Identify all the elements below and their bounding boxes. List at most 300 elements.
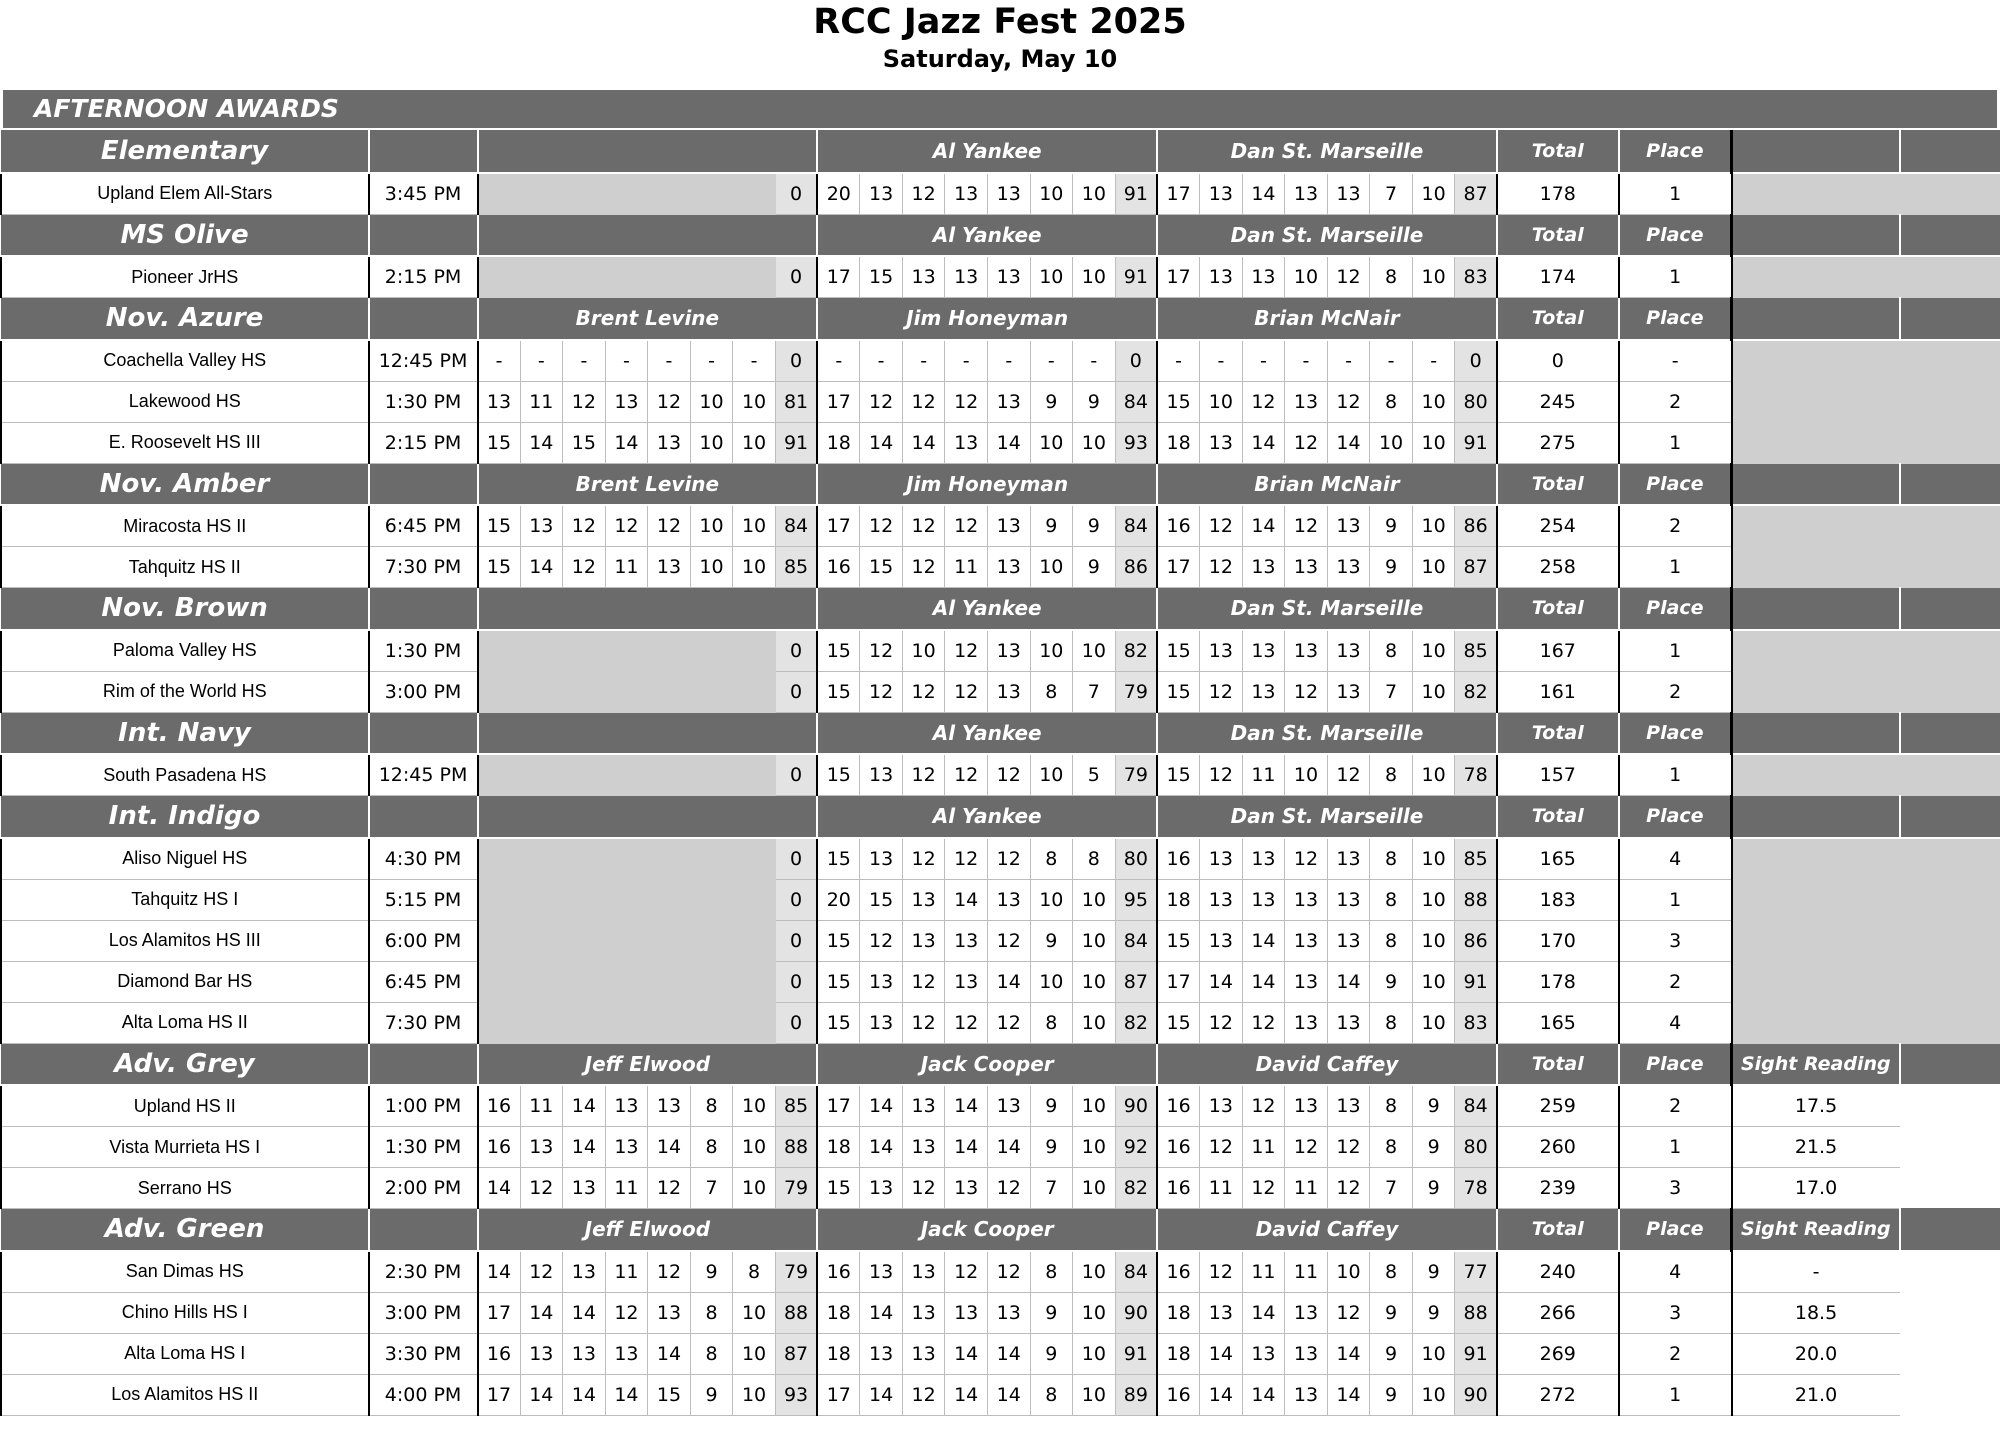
performance-time: 4:00 PM	[369, 1374, 478, 1415]
score-cell: 15	[648, 1374, 691, 1415]
score-cell: 13	[1242, 630, 1285, 672]
score-cell: 10	[1412, 381, 1455, 422]
judge-total: 0	[775, 879, 817, 920]
score-cell: 16	[1157, 1374, 1200, 1415]
score-cell: 7	[1030, 1168, 1073, 1209]
score-cell: 13	[987, 256, 1030, 298]
score-cell: 14	[987, 422, 1030, 463]
total-score: 254	[1497, 505, 1619, 547]
score-cell: 12	[1242, 1085, 1285, 1127]
score-cell: 13	[1200, 879, 1243, 920]
score-cell: -	[733, 340, 776, 382]
judge-total: 82	[1115, 630, 1157, 672]
judge-total: 0	[775, 340, 817, 382]
score-cell: 13	[1285, 173, 1328, 215]
score-cell: 10	[690, 422, 733, 463]
score-cell: 14	[1242, 961, 1285, 1002]
score-cell: 15	[478, 422, 521, 463]
place: 4	[1619, 1251, 1732, 1293]
school-name: Pioneer JrHS	[1, 256, 369, 298]
page-header	[0, 0, 2000, 74]
place: 2	[1619, 961, 1732, 1002]
score-cell: 13	[648, 1085, 691, 1127]
table-row	[1, 920, 2000, 961]
score-cell: 16	[817, 1251, 860, 1293]
sight-reading-blank	[1732, 961, 1900, 1002]
judge-total: 92	[1115, 1127, 1157, 1168]
score-cell: 15	[817, 1002, 860, 1043]
score-cell: 10	[1030, 256, 1073, 298]
place: 1	[1619, 630, 1732, 672]
score-cell: 10	[1073, 422, 1116, 463]
score-cell: 9	[1030, 505, 1073, 547]
score-cell: 13	[860, 1168, 903, 1209]
division-name: Int. Navy	[1, 712, 369, 754]
score-cell: 17	[1157, 256, 1200, 298]
score-cell: 12	[902, 754, 945, 796]
score-cell: 12	[520, 1251, 563, 1293]
judge-blank	[478, 961, 776, 1002]
sight-reading-score: 21.0	[1732, 1374, 1900, 1415]
judge-name	[478, 214, 818, 256]
score-cell: 14	[563, 1085, 606, 1127]
score-cell: 13	[945, 1168, 988, 1209]
sight-reading-blank	[1732, 754, 1900, 796]
score-cell: -	[605, 340, 648, 382]
score-cell: 15	[817, 671, 860, 712]
division-header-row	[1, 214, 2000, 256]
time-header	[369, 1209, 478, 1251]
score-cell: 8	[1370, 879, 1413, 920]
score-cell: 12	[1327, 1292, 1370, 1333]
sight-reading-blank	[1732, 1002, 1900, 1043]
judge-total: 91	[1115, 256, 1157, 298]
extra-header	[1900, 796, 2000, 838]
score-cell: 10	[1073, 1333, 1116, 1374]
judge-total: 85	[775, 547, 817, 588]
judge-total: 91	[1115, 1333, 1157, 1374]
judge-total: 0	[775, 961, 817, 1002]
score-cell: 12	[902, 547, 945, 588]
score-cell: 10	[1073, 1251, 1116, 1293]
division-header-row	[1, 131, 2000, 173]
score-cell: 10	[1073, 1127, 1116, 1168]
school-name: Los Alamitos HS II	[1, 1374, 369, 1415]
extra-header	[1900, 1209, 2000, 1251]
extra-cell	[1900, 1168, 2000, 1209]
score-cell: 9	[1412, 1292, 1455, 1333]
performance-time: 7:30 PM	[369, 1002, 478, 1043]
score-cell: 13	[860, 1333, 903, 1374]
place-header: Place	[1619, 1043, 1732, 1085]
judge-total: 93	[775, 1374, 817, 1415]
sight-reading-header-empty	[1732, 796, 1900, 838]
score-cell: 13	[860, 1251, 903, 1293]
score-cell: 17	[817, 505, 860, 547]
judge-total: 79	[1115, 671, 1157, 712]
table-row	[1, 1127, 2000, 1168]
score-cell: 9	[1030, 1333, 1073, 1374]
score-cell: 13	[1327, 1002, 1370, 1043]
sight-reading-score: 21.5	[1732, 1127, 1900, 1168]
judge-blank	[478, 256, 776, 298]
judge-total: 88	[775, 1292, 817, 1333]
total-score: 260	[1497, 1127, 1619, 1168]
score-cell: 10	[1073, 1085, 1116, 1127]
time-header	[369, 298, 478, 340]
score-cell: 10	[1073, 630, 1116, 672]
division-name: Nov. Amber	[1, 463, 369, 505]
score-cell: 14	[860, 422, 903, 463]
judge-total: 82	[1455, 671, 1497, 712]
score-cell: 12	[1242, 1002, 1285, 1043]
sight-reading-header-empty	[1732, 131, 1900, 173]
score-cell: 13	[605, 1127, 648, 1168]
score-cell: 12	[902, 1168, 945, 1209]
score-cell: 13	[1327, 879, 1370, 920]
school-name: Upland HS II	[1, 1085, 369, 1127]
score-cell: 15	[860, 256, 903, 298]
place: 1	[1619, 879, 1732, 920]
judge-total: 85	[775, 1085, 817, 1127]
score-cell: 12	[1285, 505, 1328, 547]
place: 1	[1619, 1374, 1732, 1415]
judge-total: 80	[1455, 381, 1497, 422]
judge-total: 86	[1455, 505, 1497, 547]
score-cell: 14	[1327, 961, 1370, 1002]
score-cell: 10	[733, 1292, 776, 1333]
score-cell: 14	[1242, 505, 1285, 547]
place: 1	[1619, 547, 1732, 588]
performance-time: 6:45 PM	[369, 505, 478, 547]
extra-header	[1900, 588, 2000, 630]
division-name: Int. Indigo	[1, 796, 369, 838]
place: 1	[1619, 754, 1732, 796]
score-cell: 9	[690, 1251, 733, 1293]
score-cell: 12	[860, 381, 903, 422]
judge-total: 87	[775, 1333, 817, 1374]
score-cell: 12	[945, 1251, 988, 1293]
performance-time: 12:45 PM	[369, 340, 478, 382]
table-row	[1, 1251, 2000, 1293]
score-cell: 13	[605, 1333, 648, 1374]
score-cell: 13	[1285, 1292, 1328, 1333]
score-cell: 13	[648, 547, 691, 588]
judge-total: 0	[775, 838, 817, 880]
time-header	[369, 463, 478, 505]
extra-cell	[1900, 1127, 2000, 1168]
score-cell: 13	[902, 1333, 945, 1374]
time-header	[369, 1043, 478, 1085]
score-cell: 10	[1285, 754, 1328, 796]
performance-time: 1:30 PM	[369, 630, 478, 672]
sight-reading-blank	[1732, 838, 1900, 880]
score-cell: 12	[902, 505, 945, 547]
judge-total: 0	[775, 754, 817, 796]
score-cell: 13	[563, 1251, 606, 1293]
place: 3	[1619, 920, 1732, 961]
score-cell: 9	[1412, 1085, 1455, 1127]
score-cell: 14	[902, 422, 945, 463]
sight-reading-blank	[1732, 920, 1900, 961]
score-cell: 9	[1030, 1292, 1073, 1333]
extra-cell	[1900, 961, 2000, 1002]
division-name: Nov. Brown	[1, 588, 369, 630]
judge-total: 86	[1115, 547, 1157, 588]
extra-cell	[1900, 1251, 2000, 1293]
score-cell: 16	[478, 1333, 521, 1374]
judge-total: 87	[1455, 173, 1497, 215]
score-cell: 11	[520, 1085, 563, 1127]
performance-time: 4:30 PM	[369, 838, 478, 880]
score-cell: 13	[1285, 920, 1328, 961]
place: 1	[1619, 256, 1732, 298]
score-cell: 8	[1370, 256, 1413, 298]
score-cell: 13	[1242, 838, 1285, 880]
total-score: 161	[1497, 671, 1619, 712]
score-cell: 14	[1242, 1374, 1285, 1415]
extra-cell	[1900, 381, 2000, 422]
score-cell: 12	[902, 961, 945, 1002]
score-cell: 15	[817, 838, 860, 880]
school-name: Vista Murrieta HS I	[1, 1127, 369, 1168]
judge-total: 85	[1455, 630, 1497, 672]
score-cell: 13	[605, 381, 648, 422]
score-cell: 18	[817, 1127, 860, 1168]
judge-total: 84	[1115, 381, 1157, 422]
score-cell: 16	[478, 1127, 521, 1168]
sight-reading-header-empty	[1732, 298, 1900, 340]
score-cell: 10	[1030, 630, 1073, 672]
division-name: Adv. Green	[1, 1209, 369, 1251]
judge-name	[478, 796, 818, 838]
score-cell: 15	[478, 547, 521, 588]
score-cell: 10	[1073, 256, 1116, 298]
score-cell: 15	[1157, 381, 1200, 422]
score-cell: 20	[817, 173, 860, 215]
score-cell: 12	[987, 1168, 1030, 1209]
performance-time: 6:00 PM	[369, 920, 478, 961]
place: 2	[1619, 381, 1732, 422]
score-cell: 13	[987, 1292, 1030, 1333]
total-score: 272	[1497, 1374, 1619, 1415]
score-cell: 8	[690, 1085, 733, 1127]
table-row	[1, 1002, 2000, 1043]
score-cell: 13	[1242, 256, 1285, 298]
score-cell: 16	[1157, 1168, 1200, 1209]
score-cell: 11	[605, 1168, 648, 1209]
score-cell: 10	[690, 547, 733, 588]
score-cell: 12	[1200, 671, 1243, 712]
performance-time: 1:00 PM	[369, 1085, 478, 1127]
total-header: Total	[1497, 1209, 1619, 1251]
place-header: Place	[1619, 588, 1732, 630]
score-cell: 11	[1242, 1251, 1285, 1293]
score-cell: 13	[1285, 1085, 1328, 1127]
score-cell: 13	[1285, 381, 1328, 422]
score-cell: 12	[563, 505, 606, 547]
judge-total: 87	[1455, 547, 1497, 588]
time-header	[369, 796, 478, 838]
score-cell: 13	[563, 1333, 606, 1374]
score-cell: 12	[860, 630, 903, 672]
judge-name: David Caffey	[1157, 1209, 1497, 1251]
judge-total: 87	[1115, 961, 1157, 1002]
extra-cell	[1900, 1374, 2000, 1415]
performance-time: 7:30 PM	[369, 547, 478, 588]
extra-cell	[1900, 1333, 2000, 1374]
score-cell: 12	[987, 838, 1030, 880]
score-cell: 15	[1157, 754, 1200, 796]
score-cell: 14	[520, 1374, 563, 1415]
score-cell: 13	[987, 671, 1030, 712]
total-header: Total	[1497, 463, 1619, 505]
score-cell: 12	[987, 754, 1030, 796]
score-cell: 13	[1242, 671, 1285, 712]
score-cell: -	[1200, 340, 1243, 382]
school-name: Tahquitz HS I	[1, 879, 369, 920]
section-label: AFTERNOON AWARDS	[34, 94, 339, 123]
score-cell: 11	[1285, 1251, 1328, 1293]
judge-name: Jeff Elwood	[478, 1209, 818, 1251]
total-score: 170	[1497, 920, 1619, 961]
score-cell: 13	[902, 920, 945, 961]
table-row	[1, 505, 2000, 547]
score-cell: 13	[1200, 630, 1243, 672]
score-cell: 13	[860, 838, 903, 880]
score-cell: 10	[733, 381, 776, 422]
school-name: Los Alamitos HS III	[1, 920, 369, 961]
judge-total: 91	[1455, 961, 1497, 1002]
table-row	[1, 1168, 2000, 1209]
division-name: MS Olive	[1, 214, 369, 256]
performance-time: 3:45 PM	[369, 173, 478, 215]
score-cell: 8	[1370, 754, 1413, 796]
table-row	[1, 422, 2000, 463]
score-cell: 12	[945, 754, 988, 796]
score-cell: 14	[605, 1374, 648, 1415]
performance-time: 2:15 PM	[369, 422, 478, 463]
score-cell: 12	[1285, 671, 1328, 712]
judge-total: 90	[1115, 1085, 1157, 1127]
score-cell: 10	[733, 1127, 776, 1168]
table-row	[1, 256, 2000, 298]
judge-total: 88	[1455, 879, 1497, 920]
place-header: Place	[1619, 796, 1732, 838]
score-cell: 18	[817, 1333, 860, 1374]
score-cell: 12	[987, 1251, 1030, 1293]
score-cell: 8	[1030, 1002, 1073, 1043]
judge-total: 84	[1115, 1251, 1157, 1293]
score-cell: 9	[1370, 1333, 1413, 1374]
score-cell: 14	[520, 547, 563, 588]
score-cell: 14	[563, 1127, 606, 1168]
table-row	[1, 1085, 2000, 1127]
score-cell: 8	[1370, 1085, 1413, 1127]
score-cell: 16	[1157, 1127, 1200, 1168]
score-cell: 8	[1370, 920, 1413, 961]
place-header: Place	[1619, 214, 1732, 256]
performance-time: 1:30 PM	[369, 1127, 478, 1168]
score-cell: 13	[945, 422, 988, 463]
score-cell: 13	[1285, 1002, 1328, 1043]
judge-total: 84	[1115, 505, 1157, 547]
score-cell: 20	[817, 879, 860, 920]
score-cell: 18	[1157, 879, 1200, 920]
table-row	[1, 754, 2000, 796]
score-cell: 13	[478, 381, 521, 422]
judge-name: Brian McNair	[1157, 298, 1497, 340]
judge-total: 79	[775, 1251, 817, 1293]
school-name: E. Roosevelt HS III	[1, 422, 369, 463]
score-cell: 12	[860, 671, 903, 712]
score-cell: 10	[1412, 1333, 1455, 1374]
sight-reading-header-empty	[1732, 463, 1900, 505]
score-cell: 13	[987, 381, 1030, 422]
judge-total: 90	[1115, 1292, 1157, 1333]
score-cell: 12	[605, 505, 648, 547]
score-cell: 13	[1285, 1374, 1328, 1415]
score-cell: 13	[1285, 1333, 1328, 1374]
extra-header	[1900, 131, 2000, 173]
score-cell: 12	[648, 1251, 691, 1293]
place: 2	[1619, 1333, 1732, 1374]
score-cell: 8	[690, 1333, 733, 1374]
judge-name: Dan St. Marseille	[1157, 796, 1497, 838]
score-cell: 12	[605, 1292, 648, 1333]
score-cell: 17	[1157, 961, 1200, 1002]
time-header	[369, 712, 478, 754]
score-cell: -	[520, 340, 563, 382]
judge-total: 0	[775, 630, 817, 672]
score-cell: 10	[1412, 838, 1455, 880]
judge-total: 83	[1455, 256, 1497, 298]
score-cell: 17	[817, 1085, 860, 1127]
score-cell: 9	[690, 1374, 733, 1415]
judge-name: Jack Cooper	[817, 1043, 1157, 1085]
score-cell: 10	[733, 1168, 776, 1209]
score-cell: 18	[1157, 1333, 1200, 1374]
table-row	[1, 340, 2000, 382]
judge-name	[478, 712, 818, 754]
score-cell: 17	[817, 256, 860, 298]
score-cell: 18	[817, 422, 860, 463]
judge-name: Dan St. Marseille	[1157, 712, 1497, 754]
score-cell: 16	[478, 1085, 521, 1127]
score-cell: 13	[1242, 1333, 1285, 1374]
total-score: 258	[1497, 547, 1619, 588]
score-cell: 13	[987, 879, 1030, 920]
score-cell: 12	[945, 505, 988, 547]
judge-total: 89	[1115, 1374, 1157, 1415]
performance-time: 2:15 PM	[369, 256, 478, 298]
score-cell: 10	[1030, 961, 1073, 1002]
judge-blank	[478, 1002, 776, 1043]
total-score: 266	[1497, 1292, 1619, 1333]
score-cell: 12	[1200, 505, 1243, 547]
score-cell: 7	[1370, 671, 1413, 712]
judge-total: 80	[1455, 1127, 1497, 1168]
extra-cell	[1900, 173, 2000, 215]
judge-total: 79	[775, 1168, 817, 1209]
score-cell: 14	[860, 1374, 903, 1415]
judge-total: 86	[1455, 920, 1497, 961]
school-name: Chino Hills HS I	[1, 1292, 369, 1333]
total-header: Total	[1497, 712, 1619, 754]
score-cell: 17	[478, 1374, 521, 1415]
score-cell: 14	[1242, 1292, 1285, 1333]
score-cell: 9	[1412, 1127, 1455, 1168]
